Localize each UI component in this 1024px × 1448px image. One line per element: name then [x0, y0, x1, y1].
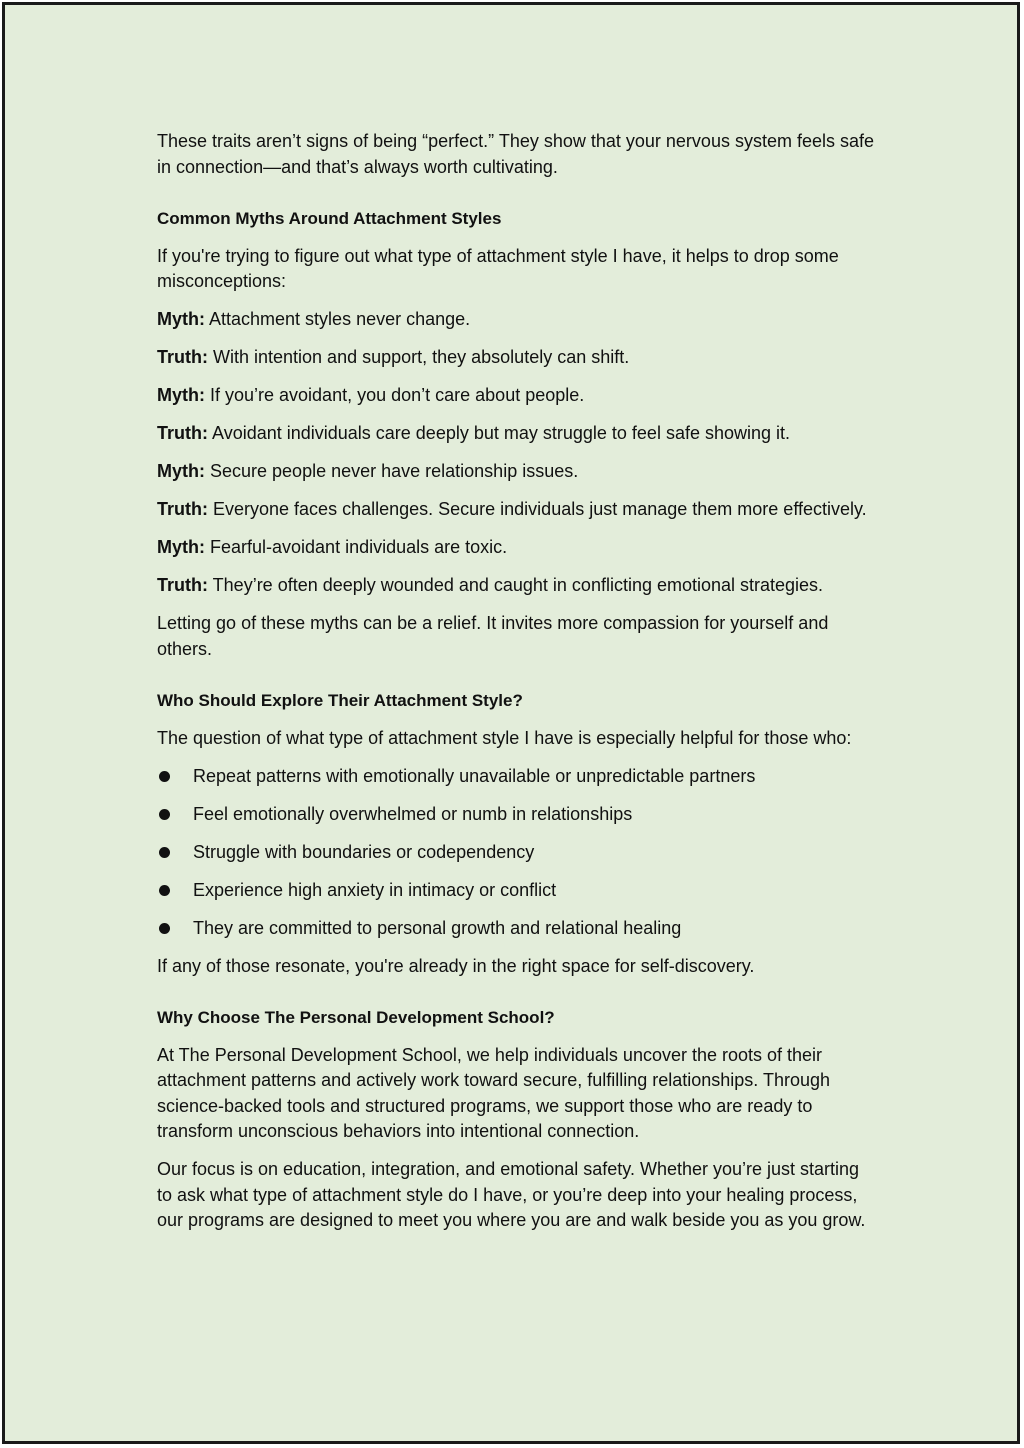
truth-text: They’re often deeply wounded and caught in conflicting emotional strategies.: [208, 575, 824, 595]
truth-text: With intention and support, they absolutely can shift.: [208, 347, 630, 367]
myth-label: Myth:: [157, 461, 205, 481]
truth-item: [157, 573, 877, 599]
why-paragraph: At The Personal Development School, we help individuals uncover the roots of their attachment patterns and actively work toward secure, fulfilling relationships. Through science-backed tools and structured programs, we support those who are ready to transform unconscious behaviors into intentional connection.: [157, 1044, 831, 1141]
truth-label: Truth:: [157, 347, 208, 367]
why-heading: Why Choose The Personal Development School?: [157, 1008, 555, 1027]
bullet-icon: [159, 771, 170, 782]
myth-item: [157, 535, 877, 561]
list-item-text: Repeat patterns with emotionally unavailable or unpredictable partners: [193, 765, 756, 786]
myth-text: Attachment styles never change.: [205, 309, 471, 329]
intro-paragraph: These traits aren’t signs of being “perfect.” They show that your nervous system feels safe in connection—and that’s always worth cultivating.: [157, 131, 875, 177]
list-item-text: Feel emotionally overwhelmed or numb in relationships: [193, 803, 633, 824]
list-item: [157, 916, 877, 942]
list-item: [157, 878, 877, 904]
list-item: [157, 764, 877, 790]
myth-item: [157, 383, 877, 409]
myth-label: Myth:: [157, 385, 205, 405]
document-page: [2, 2, 1020, 1444]
truth-item: [157, 421, 877, 447]
truth-item: [157, 497, 877, 523]
truth-label: Truth:: [157, 575, 208, 595]
myth-text: If you’re avoidant, you don’t care about people.: [205, 385, 585, 405]
truth-label: Truth:: [157, 423, 208, 443]
myth-label: Myth:: [157, 309, 205, 329]
who-intro: The question of what type of attachment style I have is especially helpful for those who:: [157, 727, 852, 748]
truth-item: [157, 345, 877, 371]
list-item: [157, 840, 877, 866]
truth-text: Everyone faces challenges. Secure individuals just manage them more effectively.: [208, 499, 867, 519]
why-paragraph: Our focus is on education, integration, and emotional safety. Whether you’re just starting to ask what type of attachment style do I have, or you’re deep into your healing process, our programs are designed to meet you where you are and walk beside you as you grow.: [157, 1159, 866, 1230]
who-outro: If any of those resonate, you're already in the right space for self-discovery.: [157, 955, 755, 976]
list-item-text: Struggle with boundaries or codependency: [193, 841, 535, 862]
myths-heading: Common Myths Around Attachment Styles: [157, 209, 502, 228]
myths-outro: Letting go of these myths can be a relief. It invites more compassion for yourself and others.: [157, 613, 829, 659]
truth-label: Truth:: [157, 499, 208, 519]
bullet-icon: [159, 885, 170, 896]
list-item-text: They are committed to personal growth and relational healing: [193, 917, 682, 938]
document-body: [157, 129, 877, 1246]
list-item: [157, 802, 877, 828]
who-bullet-list: [157, 764, 877, 942]
myths-intro: If you're trying to figure out what type of attachment style I have, it helps to drop some misconceptions:: [157, 245, 839, 291]
myth-item: [157, 307, 877, 333]
who-heading: Who Should Explore Their Attachment Style?: [157, 691, 523, 710]
bullet-icon: [159, 809, 170, 820]
truth-text: Avoidant individuals care deeply but may struggle to feel safe showing it.: [208, 423, 791, 443]
myth-label: Myth:: [157, 537, 205, 557]
myth-item: [157, 459, 877, 485]
bullet-icon: [159, 847, 170, 858]
bullet-icon: [159, 923, 170, 934]
myth-text: Secure people never have relationship issues.: [205, 461, 579, 481]
myth-text: Fearful-avoidant individuals are toxic.: [205, 537, 508, 557]
list-item-text: Experience high anxiety in intimacy or conflict: [193, 879, 557, 900]
